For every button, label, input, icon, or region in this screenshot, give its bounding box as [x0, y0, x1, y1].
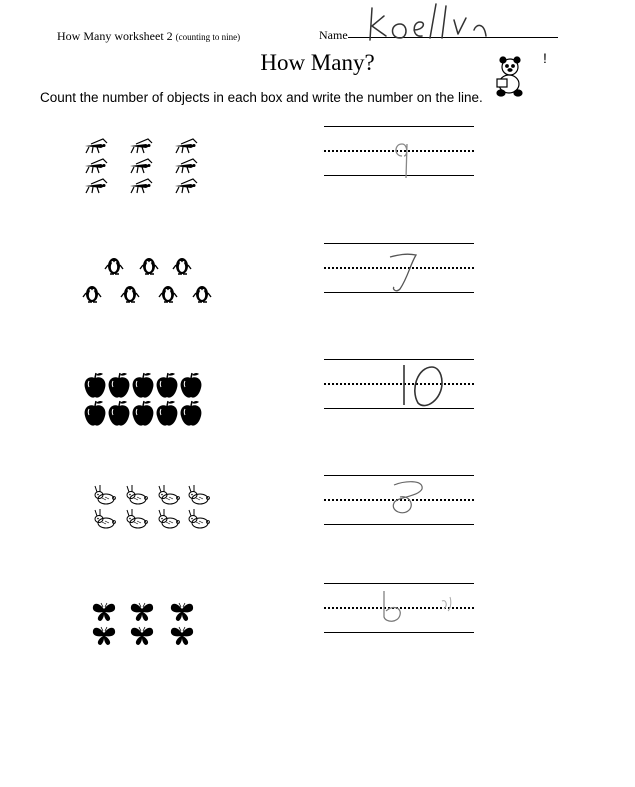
answer-2-handwriting	[324, 243, 474, 303]
answer-4-handwriting	[324, 475, 474, 535]
worksheet-label	[57, 29, 240, 44]
answer-3-handwriting	[324, 359, 474, 419]
row1-item	[85, 139, 197, 193]
name-label: Name	[319, 28, 348, 42]
worksheet-subtitle: (counting to nine)	[175, 32, 241, 42]
page-title: How Many?	[260, 50, 375, 75]
instructions: Count the number of objects in each box and write the number on the line.	[40, 90, 483, 105]
row3-objects	[84, 370, 209, 435]
student-name-handwriting[interactable]	[350, 0, 500, 50]
exclamation-mark: !	[543, 50, 547, 66]
row2-objects	[76, 252, 216, 312]
worksheet-title: How Many worksheet 2	[57, 29, 173, 43]
row4-objects	[90, 483, 215, 538]
answer-5-handwriting	[324, 583, 474, 643]
row5-objects	[92, 600, 202, 653]
bear-reading-icon	[493, 55, 529, 102]
row1-objects	[80, 135, 210, 205]
answer-1-handwriting	[324, 126, 474, 186]
